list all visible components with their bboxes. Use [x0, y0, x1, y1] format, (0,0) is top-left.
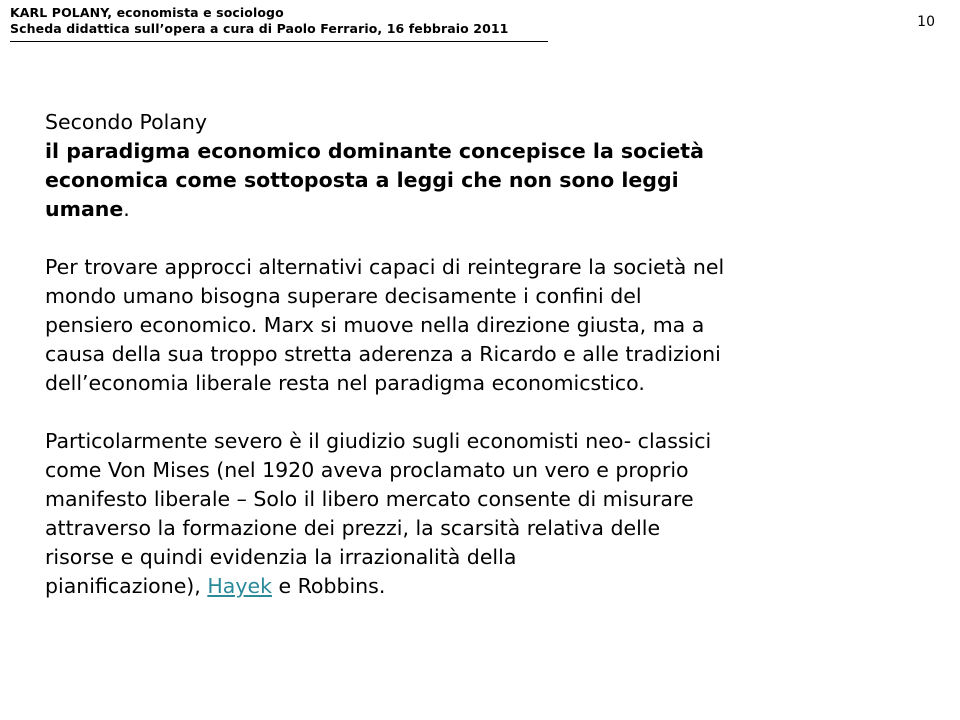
paragraph-line: risorse e quindi evidenzia la irrazionalità della — [45, 545, 517, 569]
paragraph-line: pensiero economico. Marx si muove nella direzione giusta, ma a — [45, 313, 705, 337]
header-subtitle: Scheda didattica sull’opera a cura di Paolo Ferrario, 16 febbraio 2011 — [10, 21, 509, 36]
intro-period: . — [123, 197, 130, 221]
document-header — [10, 5, 548, 42]
page-number: 10 — [917, 14, 935, 30]
paragraph-line: dell’economia liberale resta nel paradigma economicstico. — [45, 371, 645, 395]
intro-last-line — [45, 195, 925, 224]
hayek-link[interactable]: Hayek — [207, 574, 272, 598]
header-title: KARL POLANY, economista e sociologo — [10, 5, 284, 20]
text-before-link: pianificazione), — [45, 574, 208, 598]
intro-bold-word: umane — [45, 197, 124, 221]
text-after-link: e Robbins. — [271, 574, 386, 598]
paragraph-line: Particolarmente severo è il giudizio sugli economisti neo- classici — [45, 429, 712, 453]
intro-paragraph — [45, 108, 925, 224]
neoclassical-paragraph — [45, 427, 925, 601]
intro-bold-line: il paradigma economico dominante concepisce la società — [45, 139, 704, 163]
marx-paragraph — [45, 253, 925, 398]
paragraph-last-line — [45, 572, 925, 601]
paragraph-line: attraverso la formazione dei prezzi, la scarsità relativa delle — [45, 516, 661, 540]
paragraph-line: mondo umano bisogna superare decisamente i confini del — [45, 284, 642, 308]
paragraph-line: come Von Mises (nel 1920 aveva proclamato un vero e proprio — [45, 458, 689, 482]
paragraph-line: manifesto liberale – Solo il libero mercato consente di misurare — [45, 487, 694, 511]
intro-lead-line: Secondo Polany — [45, 110, 208, 134]
paragraph-line: Per trovare approcci alternativi capaci di reintegrare la società nel — [45, 255, 725, 279]
intro-bold-line: economica come sottoposta a leggi che non sono leggi — [45, 168, 679, 192]
slide-body — [45, 108, 925, 630]
paragraph-line: causa della sua troppo stretta aderenza a Ricardo e alle tradizioni — [45, 342, 721, 366]
